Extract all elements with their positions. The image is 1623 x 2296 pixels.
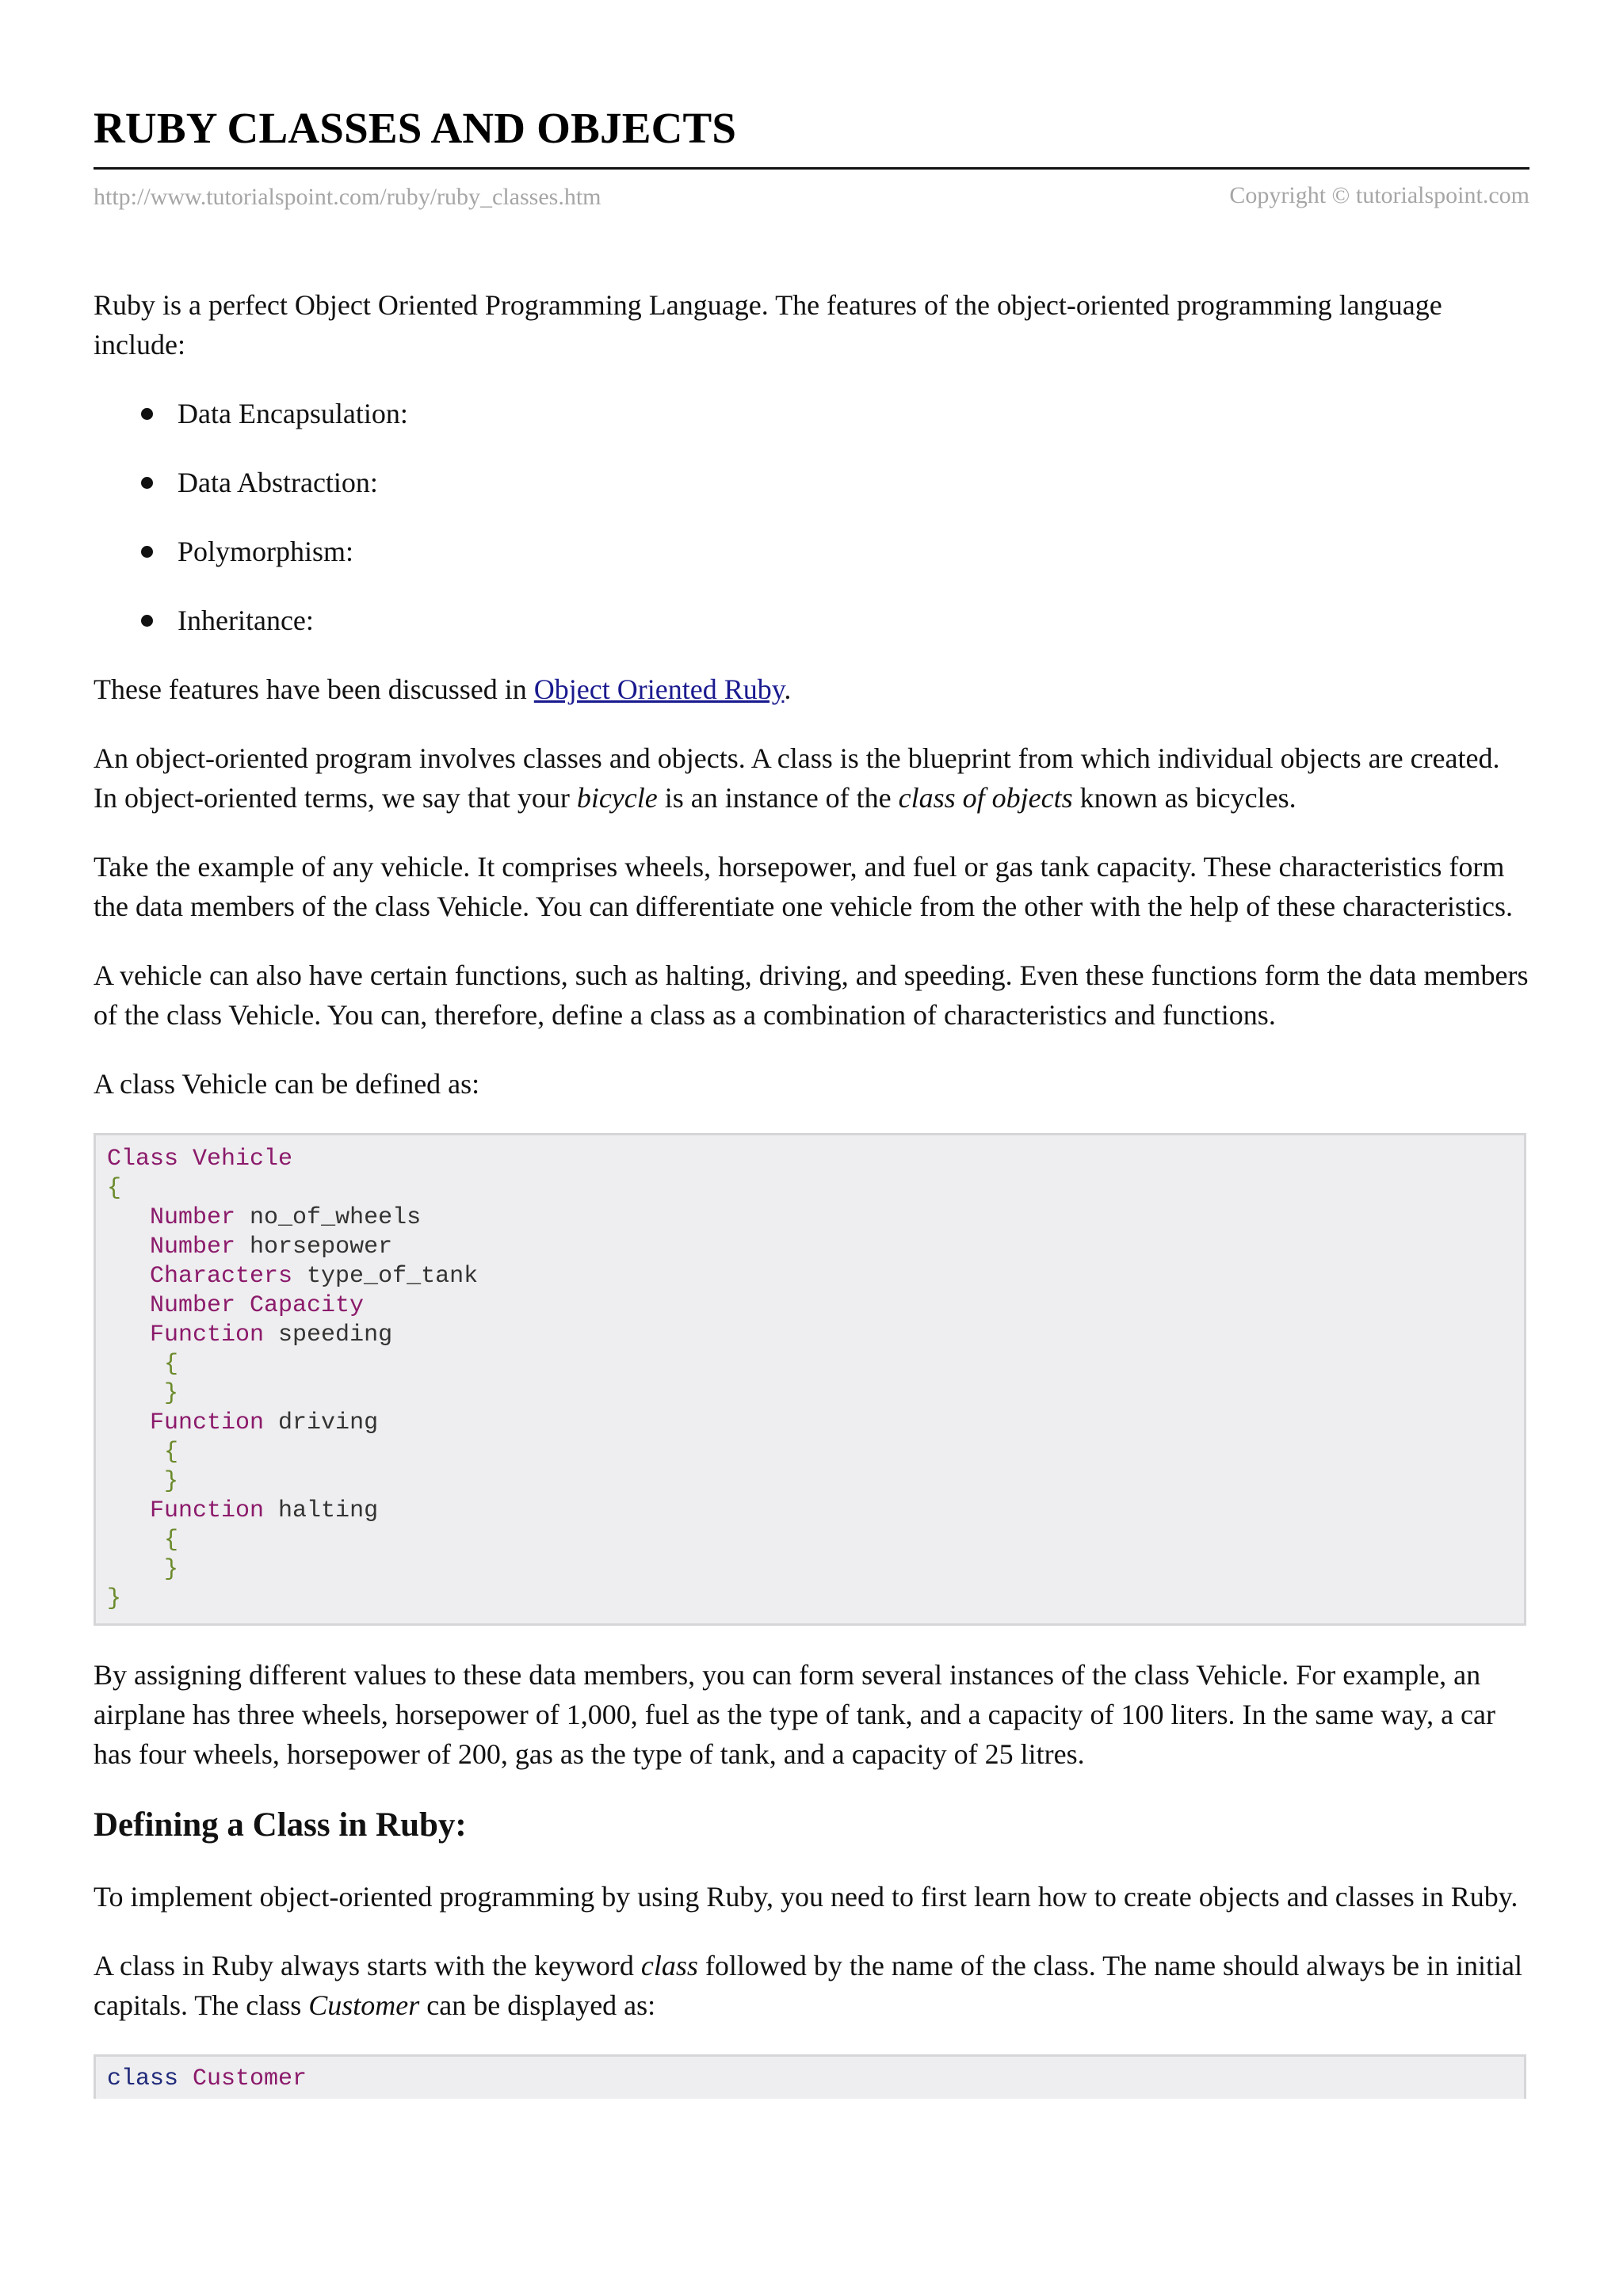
code-keyword: Characters — [150, 1263, 293, 1290]
intro-paragraph: Ruby is a perfect Object Oriented Programming Language. The features of the object-oriented programming language include: — [94, 289, 1442, 360]
code-keyword: Number — [150, 1204, 236, 1231]
list-item-label: Data Encapsulation: — [178, 398, 408, 429]
oop-emphasis-bicycle: bicycle — [576, 782, 658, 814]
list-item-label: Inheritance: — [178, 605, 314, 636]
discussed-end: . — [784, 673, 792, 705]
defined-paragraph: A class Vehicle can be defined as: — [94, 1068, 480, 1100]
code-keyword: Number Capacity — [150, 1292, 365, 1319]
code-identifier: type_of_tank — [292, 1263, 479, 1290]
code-keyword: Function — [150, 1322, 265, 1348]
list-item — [94, 532, 1529, 571]
keyword-paragraph — [94, 1946, 1529, 2025]
oop-text-c: known as bicycles. — [1072, 782, 1296, 814]
code-identifier: driving — [264, 1409, 379, 1436]
vehicle-paragraph: Take the example of any vehicle. It comprises wheels, horsepower, and fuel or gas tank capacity. These characteristics form the data members of the class Vehicle. You can differentiate one vehicle from the other with the help of these characteristics. — [94, 851, 1514, 922]
code-keyword: class — [107, 2065, 179, 2092]
oop-text-b: is an instance of the — [657, 782, 899, 814]
code-class-decl: Class Vehicle — [107, 1146, 293, 1173]
code-brace: { — [164, 1351, 179, 1378]
code-identifier: no_of_wheels — [235, 1204, 422, 1231]
list-item-label: Polymorphism: — [178, 536, 354, 567]
code-class-name: Customer — [178, 2065, 307, 2092]
article-body — [94, 285, 1529, 2099]
source-url: http://www.tutorialspoint.com/ruby/ruby_classes.htm — [94, 184, 601, 210]
code-brace: { — [164, 1527, 179, 1554]
list-item — [94, 394, 1529, 433]
keyword-emphasis-class: class — [640, 1950, 698, 1981]
page-title: RUBY CLASSES AND OBJECTS — [94, 104, 737, 152]
code-brace: } — [164, 1468, 179, 1495]
discussed-paragraph — [94, 669, 1529, 709]
code-keyword: Number — [150, 1234, 236, 1261]
bullet-icon — [141, 615, 153, 627]
code-block-customer — [94, 2054, 1526, 2099]
list-item — [94, 463, 1529, 502]
copyright-notice: Copyright © tutorialspoint.com — [1229, 182, 1529, 208]
keyword-emphasis-customer: Customer — [308, 1989, 420, 2021]
section-heading: Defining a Class in Ruby: — [94, 1806, 467, 1844]
implement-paragraph: To implement object-oriented programming by using Ruby, you need to first learn how to create objects and classes in Ruby. — [94, 1881, 1518, 1913]
code-identifier: horsepower — [235, 1234, 393, 1261]
keyword-text-a: A class in Ruby always starts with the keyword — [94, 1950, 641, 1981]
oop-paragraph — [94, 738, 1529, 818]
code-brace: } — [164, 1556, 179, 1583]
code-brace: } — [164, 1380, 179, 1407]
oop-text-a: An object-oriented program involves classes and objects. A class is the blueprint from which individual objects are created. In object-oriented terms, we say that your — [94, 742, 1500, 814]
code-keyword: Function — [150, 1409, 265, 1436]
keyword-text-c: can be displayed as: — [419, 1989, 656, 2021]
oop-emphasis-class: class of objects — [898, 782, 1073, 814]
list-item-label: Data Abstraction: — [178, 467, 378, 498]
bullet-icon — [141, 408, 153, 420]
discussed-text: These features have been discussed in — [94, 673, 534, 705]
code-block-vehicle — [94, 1133, 1526, 1626]
code-identifier: halting — [264, 1497, 379, 1524]
code-identifier: speeding — [264, 1322, 393, 1348]
instances-paragraph: By assigning different values to these data members, you can form several instances of the class Vehicle. For example, an airplane has three wheels, horsepower of 1,000, fuel as the type of tank, and a capacity of 100 liters. In the same way, a car has four wheels, horsepower of 200, gas as the type of tank, and a capacity of 25 litres. — [94, 1659, 1495, 1770]
list-item — [94, 601, 1529, 640]
functions-paragraph: A vehicle can also have certain functions, such as halting, driving, and speeding. Even these functions form the data members of the class Vehicle. You can, therefore, define a class as a combination of characteristics and functions. — [94, 959, 1529, 1031]
code-brace: { — [164, 1439, 179, 1466]
keyword-text-b: followed by the name of the class. The name should always be in initial capitals. The class — [94, 1950, 1523, 2021]
bullet-icon — [141, 477, 153, 489]
title-divider — [94, 167, 1529, 170]
object-oriented-ruby-link[interactable]: Object Oriented Ruby — [533, 673, 785, 705]
code-brace: } — [107, 1585, 122, 1612]
code-keyword: Function — [150, 1497, 265, 1524]
bullet-icon — [141, 546, 153, 558]
code-brace: { — [107, 1175, 122, 1202]
features-list — [94, 394, 1529, 640]
